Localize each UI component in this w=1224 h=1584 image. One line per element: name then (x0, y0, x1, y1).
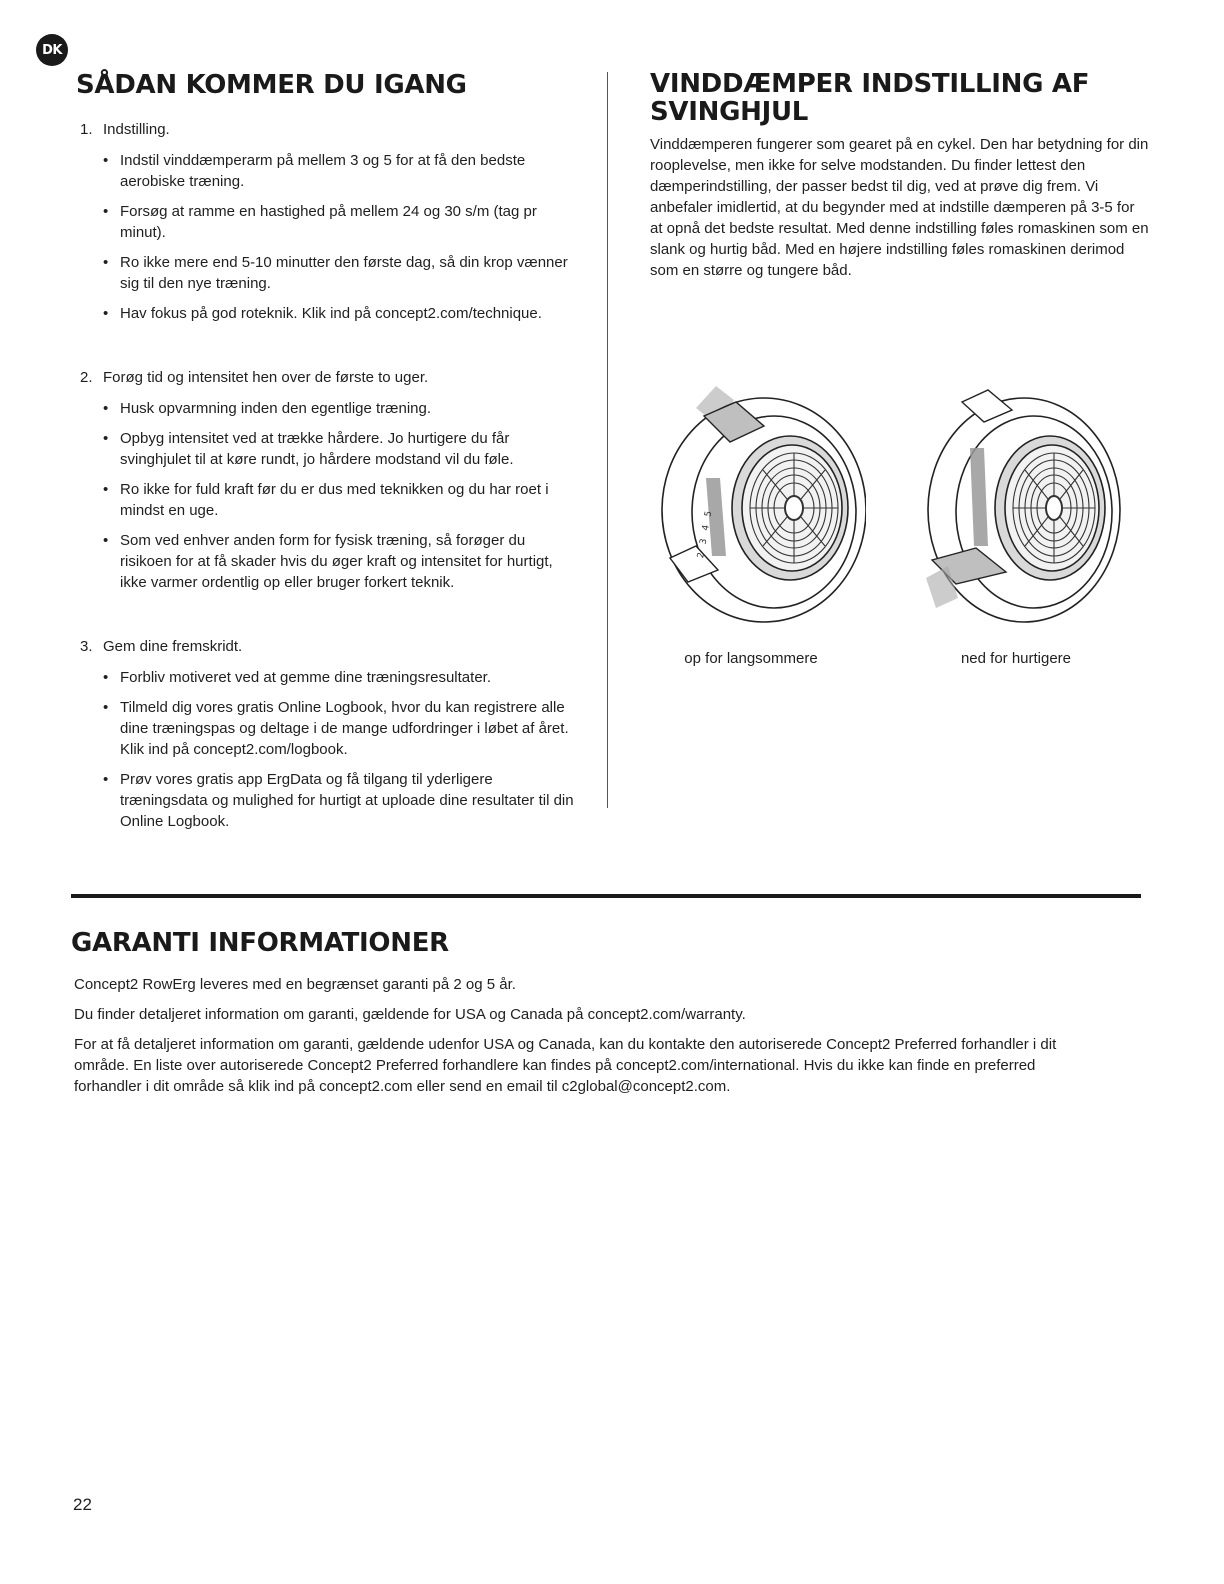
list-item: • Tilmeld dig vores gratis Online Logbook, hvor du kan registrere alle dine træningspas og deltage i de mange udfordringer i løbet af året. Klik ind på concept2.com/logbook. (120, 697, 586, 760)
warranty-paragraph: Concept2 RowErg leveres med en begrænset garanti på 2 og 5 år. (74, 976, 516, 993)
scale-label: 4 (700, 524, 712, 532)
step-3 (76, 637, 586, 832)
page-number: 22 (73, 1495, 92, 1514)
bullet-list (76, 667, 586, 832)
step-title-text: Gem dine fremskridt. (103, 638, 243, 655)
step-2 (76, 368, 586, 593)
scale-label: 2 (696, 551, 707, 560)
damper-description: Vinddæmperen fungerer som gearet på en cykel. Den har betydning for din rooplevelse, men ikke for selve modstanden. Du finder lettest den dæmperindstilling, der passer bedst til dig, ved at prøve dig frem. Vi anbefaler imidlertid, at du begynder med at indstille dæmperen på 3-5 for at opnå det bedste resultat. Med denne indstilling føles romaskinen som en slank og hurtig båd. Med en højere indstilling føles romaskinen derimod som en større og tungere båd. (650, 136, 1149, 279)
list-item: • Ro ikke for fuld kraft før du er dus med teknikken og du har roet i mindst en uge. (120, 479, 586, 521)
list-item: • Forbliv motiveret ved at gemme dine træningsresultater. (120, 667, 586, 688)
step-title (76, 368, 586, 388)
scale-label: 5 (703, 510, 715, 518)
list-item: • Husk opvarmning inden den egentlige træning. (120, 398, 586, 419)
list-item: • Ro ikke mere end 5-10 minutter den første dag, så din krop vænner sig til den nye træning. (120, 252, 586, 294)
warranty-title: GARANTI INFORMATIONER (71, 928, 449, 958)
warranty-section (71, 928, 1151, 1106)
flywheel-up-illustration (656, 378, 866, 628)
damper-title: VINDDÆMPER INDSTILLING AF SVINGHJUL (650, 69, 1090, 127)
step-1 (76, 120, 586, 324)
list-item: • Opbyg intensitet ved at trække hårdere. Jo hurtigere du får svinghjulet til at køre rundt, jo hårdere modstand vil du føle. (120, 428, 586, 470)
list-item: • Forsøg at ramme en hastighed på mellem 24 og 30 s/m (tag pr minut). (120, 201, 586, 243)
step-number: 2. (80, 369, 93, 386)
list-item: • Indstil vinddæmperarm på mellem 3 og 5 for at få den bedste aerobiske træning. (120, 150, 586, 192)
step-title-text: Forøg tid og intensitet hen over de første to uger. (103, 369, 429, 386)
list-item: • Hav fokus på god roteknik. Klik ind på concept2.com/technique. (120, 303, 586, 324)
scale-label: 3 (698, 537, 710, 546)
step-title (76, 637, 586, 657)
getting-started-title: SÅDAN KOMMER DU IGANG (76, 70, 467, 100)
section-divider (71, 894, 1141, 898)
caption-up: op for langsommere (684, 650, 818, 667)
step-number: 1. (80, 121, 93, 138)
bullet-list (76, 150, 586, 324)
getting-started-section (76, 70, 586, 876)
step-title-text: Indstilling. (103, 121, 170, 138)
warranty-paragraph: Du finder detaljeret information om garanti, gældende for USA og Canada på concept2.com/warranty. (74, 1006, 746, 1023)
flywheel-down-illustration (922, 378, 1122, 628)
caption-down: ned for hurtigere (960, 650, 1072, 667)
list-item: • Som ved enhver anden form for fysisk træning, så forøger du risikoen for at få skader hvis du øger kraft og intensitet for hurtigt, ikke varmer ordentlig op eller bruger forkert teknik. (120, 530, 586, 593)
damper-section (650, 70, 1150, 281)
column-divider (607, 72, 608, 808)
language-badge: DK (36, 34, 68, 66)
list-item: • Prøv vores gratis app ErgData og få tilgang til yderligere træningsdata og mulighed for hurtigt at uploade dine resultater til din Online Logbook. (120, 769, 586, 832)
warranty-paragraph: For at få detaljeret information om garanti, gældende udenfor USA og Canada, kan du kontakte den autoriserede Concept2 Preferred forhandler i dit område. En liste over autoriserede Concept2 Preferred forhandlere kan findes på concept2.com/international. Hvis du ikke kan finde en preferred forhandler i dit område så klik ind på concept2.com eller send en email til c2global@concept2.com. (74, 1036, 1057, 1095)
step-number: 3. (80, 638, 93, 655)
step-title (76, 120, 586, 140)
bullet-list (76, 398, 586, 593)
